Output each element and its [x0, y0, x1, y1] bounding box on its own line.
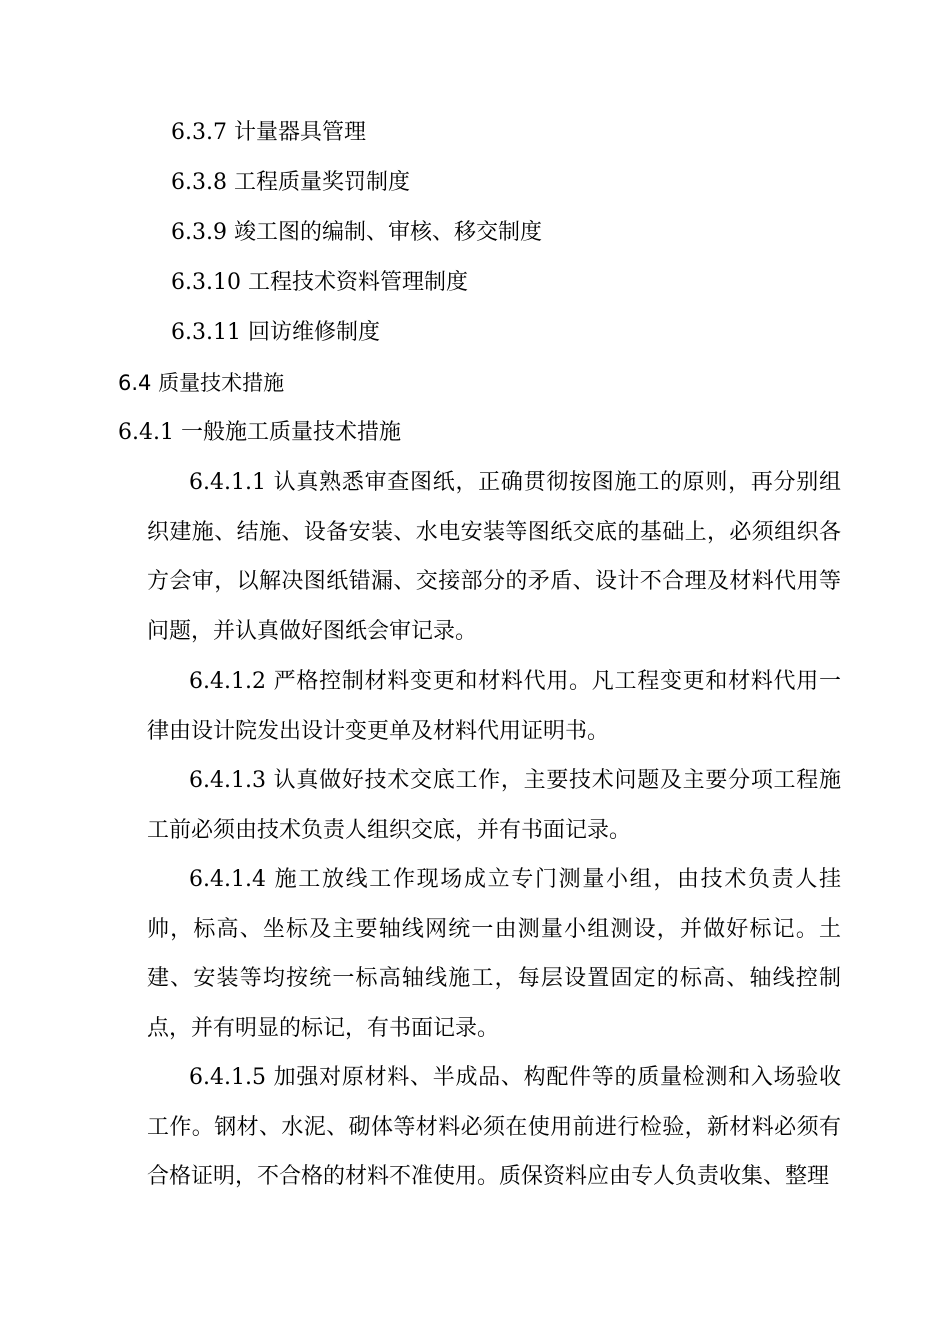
subsection-heading: 6.4.1 一般施工质量技术措施 [118, 420, 401, 445]
paragraph-6-4-1-5: 6.4.1.5 加强对原材料、半成品、构配件等的质量检测和入场验收工作。钢材、水泥、砌体等材料必须在使用前进行检验，新材料必须有合格证明，不合格的材料不准使用。质保资料应由专人负责收集、整理 [147, 1065, 841, 1190]
paragraph-6-4-1-3: 6.4.1.3 认真做好技术交底工作，主要技术问题及主要分项工程施工前必须由技术负责人组织交底，并有书面记录。 [147, 768, 841, 843]
toc-item-6-3-8: 6.3.8 工程质量奖罚制度 [171, 170, 410, 195]
paragraph-6-4-1-4: 6.4.1.4 施工放线工作现场成立专门测量小组，由技术负责人挂帅，标高、坐标及主要轴线网统一由测量小组测设，并做好标记。土建、安装等均按统一标高轴线施工，每层设置固定的标高、轴线控制点，并有明显的标记，有书面记录。 [147, 867, 841, 1041]
toc-item-6-3-7: 6.3.7 计量器具管理 [171, 120, 366, 145]
toc-item-6-3-10: 6.3.10 工程技术资料管理制度 [171, 270, 468, 295]
toc-item-6-3-11: 6.3.11 回访维修制度 [171, 320, 380, 345]
paragraph-6-4-1-1: 6.4.1.1 认真熟悉审查图纸，正确贯彻按图施工的原则，再分别组织建施、结施、设备安装、水电安装等图纸交底的基础上，必须组织各方会审，以解决图纸错漏、交接部分的矛盾、设计不合理及材料代用等问题，并认真做好图纸会审记录。 [147, 470, 841, 644]
toc-item-6-3-9: 6.3.9 竣工图的编制、审核、移交制度 [171, 220, 542, 245]
section-heading: 6.4 质量技术措施 [118, 371, 285, 395]
paragraph-6-4-1-2: 6.4.1.2 严格控制材料变更和材料代用。凡工程变更和材料代用一律由设计院发出设计变更单及材料代用证明书。 [147, 669, 841, 744]
